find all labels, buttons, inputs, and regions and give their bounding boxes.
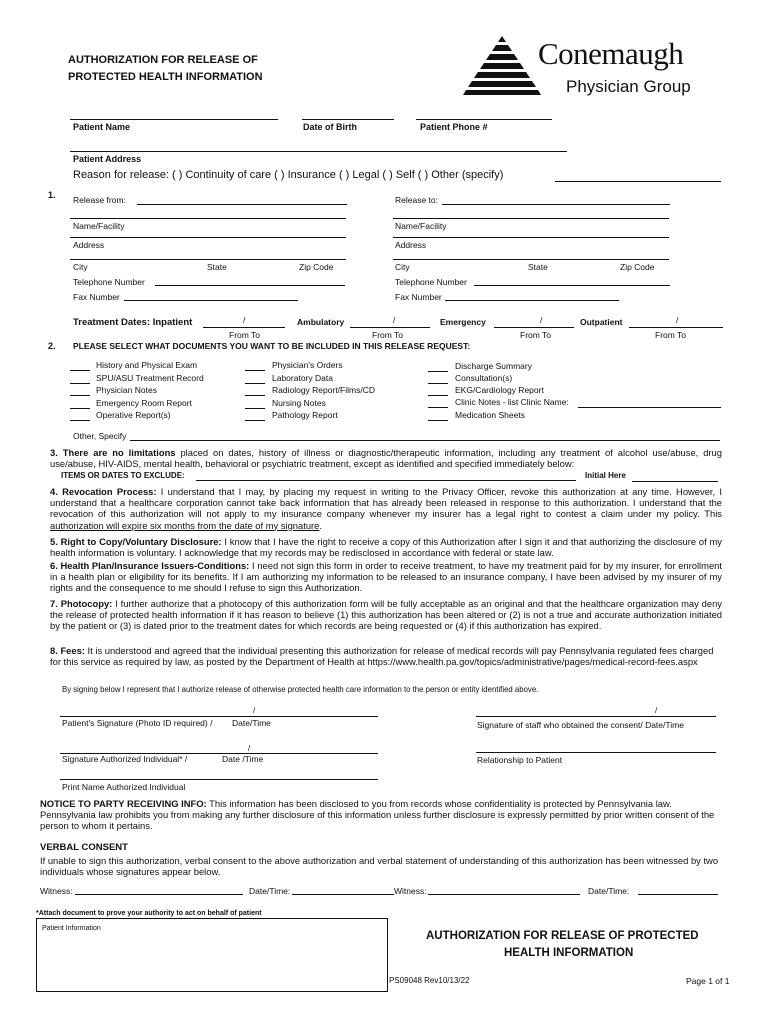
doc-option-radiology: Radiology Report/Films/CD [272, 385, 375, 395]
outpatient-dates-line[interactable] [629, 327, 723, 328]
doc-option-nursing-notes: Nursing Notes [272, 398, 326, 408]
physician-orders-checkbox[interactable] [245, 370, 265, 371]
to-facility-line[interactable] [393, 218, 669, 219]
to-telephone-label: Telephone Number [395, 277, 467, 287]
section-4-paragraph [50, 486, 722, 531]
to-city-line[interactable] [393, 259, 669, 260]
section-5-number: 5. [50, 536, 58, 547]
inpatient-dates-line[interactable] [203, 327, 285, 328]
patient-phone-line[interactable] [416, 119, 552, 120]
medication-sheets-checkbox[interactable] [428, 420, 448, 421]
section-6-bold: Health Plan/Insurance Issuers-Conditions: [60, 560, 250, 571]
to-address-label: Address [395, 240, 427, 250]
clinic-notes-checkbox[interactable] [428, 407, 448, 408]
doc-option-physician-orders: Physician's Orders [272, 360, 343, 370]
doc-option-operative-report: Operative Report(s) [96, 410, 171, 420]
outpatient-label: Outpatient [580, 317, 623, 327]
relationship-line[interactable] [476, 752, 716, 753]
initial-here-label: Initial Here [585, 471, 626, 480]
auth-sig-slash: / [248, 744, 251, 753]
section-6-number: 6. [50, 560, 58, 571]
notice-text: This information has been disclosed to you from records whose confidentiality is protected by Pennsylvania law. Pennsylvania law prohibits you from making any further disclosure of this information unless further disclosure is expressly permitted by prior written consent of the person to whom it pertains. [40, 798, 715, 832]
pyramid-logo-icon [462, 34, 542, 96]
release-from-label: Release from: [73, 195, 126, 205]
patient-sig-slash: / [253, 706, 256, 715]
notice-paragraph [40, 798, 730, 832]
footer-title-line1: AUTHORIZATION FOR RELEASE OF PROTECTED [426, 930, 699, 942]
authorized-date-time-label: Date /Time [222, 754, 264, 764]
to-fax-line[interactable] [445, 300, 619, 301]
patient-address-label: Patient Address [73, 154, 142, 164]
form-title-line2: PROTECTED HEALTH INFORMATION [68, 71, 263, 83]
section-4-end: . [319, 519, 323, 531]
section-8-bold: Fees: [60, 645, 85, 656]
section-7-paragraph [50, 598, 722, 632]
items-to-exclude-label: ITEMS OR DATES TO EXCLUDE: [61, 471, 185, 480]
operative-report-checkbox[interactable] [70, 420, 90, 421]
patient-signature-line[interactable] [60, 716, 378, 717]
section-3-text: placed on dates, history of illness or diagnostic/therapeutic information, including any treatment of alcohol use/abuse, drug use/abuse, HIV-AIDS, mental health, behavioral or psychiatric treatment, except as identified and specified immediately below: [50, 447, 722, 470]
from-fax-label: Fax Number [73, 292, 120, 302]
inpatient-slash: / [243, 315, 246, 325]
authorized-signature-label: Signature Authorized Individual* / [62, 754, 188, 764]
notice-bold: NOTICE TO PARTY RECEIVING INFO: [40, 798, 207, 809]
witness1-date-label: Date/Time: [249, 886, 291, 896]
witness1-line[interactable] [75, 894, 243, 895]
section-8-text: It is understood and agreed that the individual presenting this authorization for release of medical records will pay Pennsylvania regulated fees charged for this service as required by law, as posted by the Department of Health at https://www.health.pa.gov/topics/administrative/pages/medical-record-fees.aspx [50, 645, 714, 668]
doc-option-medication-sheets: Medication Sheets [455, 410, 525, 420]
to-name-facility-label: Name/Facility [395, 221, 447, 231]
section-5-paragraph [50, 536, 722, 558]
form-code: PS09048 Rev10/13/22 [389, 976, 470, 985]
from-telephone-label: Telephone Number [73, 277, 145, 287]
from-zip-label: Zip Code [299, 262, 334, 272]
expiration-clause: authorization will expire six months from the date of my signature [50, 519, 320, 531]
dob-label: Date of Birth [303, 122, 357, 132]
from-fax-line[interactable] [124, 300, 298, 301]
to-fax-label: Fax Number [395, 292, 442, 302]
doc-option-er-report: Emergency Room Report [96, 398, 192, 408]
staff-signature-label: Signature of staff who obtained the consent/ Date/Time [477, 720, 684, 730]
witness2-date-line[interactable] [638, 894, 718, 895]
ambulatory-dates-line[interactable] [350, 327, 430, 328]
patient-signature-label: Patient's Signature (Photo ID required) / [62, 718, 213, 728]
release-to-line[interactable] [442, 204, 670, 205]
section-3-paragraph [50, 447, 722, 469]
section-3-bold: There are no limitations [62, 447, 176, 458]
section-7-text: I further authorize that a photocopy of this authorization form will be fully acceptable as an original and that the healthcare organization may deny the release of protected health information if it has reason to believe (1) this authorization has been altered or (2) is not a true and accurate authorization initiated by the patient or (3) is dated prior to the treatment dates for which records are being requested or (4) if this authorization has expired. [50, 598, 722, 632]
ambulatory-slash: / [393, 315, 396, 325]
nursing-notes-checkbox[interactable] [245, 408, 265, 409]
form-title-line1: AUTHORIZATION FOR RELEASE OF [68, 54, 258, 66]
relationship-label: Relationship to Patient [477, 755, 563, 765]
page-number: Page 1 of 1 [686, 976, 730, 986]
witness2-label: Witness: [394, 886, 427, 896]
section-6-paragraph [50, 560, 722, 594]
emergency-slash: / [540, 315, 543, 325]
from-telephone-line[interactable] [155, 285, 345, 286]
patient-name-line[interactable] [70, 119, 278, 120]
initial-here-line[interactable] [632, 481, 718, 482]
reason-other-line[interactable] [555, 181, 721, 182]
section-8-paragraph [50, 645, 722, 667]
from-address-line[interactable] [70, 237, 346, 238]
ambulatory-from-to: From To [372, 330, 404, 340]
section-7-bold: Photocopy: [60, 598, 113, 609]
conemaugh-logo [462, 34, 724, 98]
section-3-number: 3. [50, 447, 58, 458]
emergency-label: Emergency [440, 317, 486, 327]
items-to-exclude-line[interactable] [196, 480, 576, 481]
reason-for-release: Reason for release: ( ) Continuity of care ( ) Insurance ( ) Legal ( ) Self ( ) Other (specify) [73, 169, 504, 181]
patient-phone-label: Patient Phone # [420, 122, 488, 132]
doc-option-ekg: EKG/Cardiology Report [455, 385, 544, 395]
witness1-date-line[interactable] [292, 894, 394, 895]
ambulatory-label: Ambulatory [297, 317, 345, 327]
release-from-line[interactable] [137, 204, 347, 205]
from-address-label: Address [73, 240, 105, 250]
doc-option-lab-data: Laboratory Data [272, 373, 333, 383]
to-state-label: State [528, 262, 548, 272]
print-name-line[interactable] [60, 779, 378, 780]
section-4-number: 4. [50, 486, 58, 497]
lab-data-checkbox[interactable] [245, 383, 265, 384]
patient-address-line[interactable] [70, 151, 567, 152]
section-2-number: 2. [48, 341, 56, 351]
from-city-line[interactable] [70, 259, 346, 260]
witness2-line[interactable] [428, 894, 580, 895]
footer-title-line2: HEALTH INFORMATION [504, 947, 634, 959]
patient-name-label: Patient Name [73, 122, 131, 132]
to-telephone-line[interactable] [474, 285, 670, 286]
emergency-dates-line[interactable] [494, 327, 574, 328]
patient-information-box[interactable] [36, 918, 388, 992]
doc-option-clinic-notes: Clinic Notes - list Clinic Name: [455, 397, 569, 407]
other-specify-line[interactable] [130, 440, 720, 441]
radiology-checkbox[interactable] [245, 395, 265, 396]
patient-information-label: Patient Information [42, 925, 101, 932]
other-specify-label: Other, Specify [73, 431, 127, 441]
doc-option-spu-asu: SPU/ASU Treatment Record [96, 373, 204, 383]
spu-asu-checkbox[interactable] [70, 383, 90, 384]
section-4-bold: Revocation Process: [62, 486, 157, 497]
to-address-line[interactable] [393, 237, 669, 238]
doc-option-consultations: Consultation(s) [455, 373, 513, 383]
patient-date-time-label: Date/Time [232, 718, 271, 728]
doc-option-history-physical: History and Physical Exam [96, 360, 198, 370]
section-7-number: 7. [50, 598, 58, 609]
history-physical-checkbox[interactable] [70, 370, 90, 371]
from-name-facility-label: Name/Facility [73, 221, 125, 231]
to-city-label: City [395, 262, 410, 272]
section-5-bold: Right to Copy/Voluntary Disclosure: [60, 536, 222, 547]
pathology-checkbox[interactable] [245, 420, 265, 421]
witness1-label: Witness: [40, 886, 73, 896]
section-5-text: I know that I have the right to receive a copy of this Authorization after I sign it and that authorizing the disclosure of my health information is voluntary. I acknowledge that my records may be redisclosed in accordance with federal or state law. [50, 536, 722, 559]
section-8-number: 8. [50, 645, 58, 656]
staff-sig-slash: / [655, 706, 658, 715]
section-6-text: I need not sign this form in order to receive treatment, to have my treatment paid for by my insurer, for enrollment in a health plan or eligibility for its benefits. If I am authorizing my information to be released to an insurance company, I have been advised by my insurer of my rights and the consequence to me should I refuse to sign this Authorization. [50, 560, 722, 594]
witness2-date-label: Date/Time: [588, 886, 630, 896]
doc-option-pathology: Pathology Report [272, 410, 338, 420]
logo-subtitle: Physician Group [566, 77, 691, 96]
outpatient-from-to: From To [655, 330, 687, 340]
signing-statement: By signing below I represent that I authorize release of otherwise protected health care information to the person or entity identified above. [62, 685, 539, 694]
dob-line[interactable] [302, 119, 394, 120]
clinic-name-line[interactable] [578, 407, 721, 408]
section-4-text: I understand that I may, by placing my request in writing to the Privacy Officer, revoke this authorization at any time. However, I understand that a healthcare corporation cannot take back information that has already been released in response to this authorization. I understand that the revocation of this authorization will not apply to my insurance company whenever my insurer has a legal right to contest a claim under my policy. This [50, 486, 722, 520]
verbal-consent-text: If unable to sign this authorization, verbal consent to the above authorization and verbal statement of understanding of this authorization has been witnessed by two individuals whose signatures appear below. [40, 855, 719, 878]
emergency-from-to: From To [520, 330, 552, 340]
from-facility-line[interactable] [70, 218, 346, 219]
from-state-label: State [207, 262, 227, 272]
to-zip-label: Zip Code [620, 262, 655, 272]
release-to-label: Release to: [395, 195, 438, 205]
logo-name: Conemaugh [538, 36, 684, 71]
er-report-checkbox[interactable] [70, 408, 90, 409]
staff-signature-line[interactable] [476, 716, 716, 717]
physician-notes-checkbox[interactable] [70, 395, 90, 396]
treatment-dates-inpatient-label: Treatment Dates: Inpatient [73, 317, 193, 328]
consultations-checkbox[interactable] [428, 383, 448, 384]
inpatient-from-to: From To [229, 330, 261, 340]
discharge-summary-checkbox[interactable] [428, 371, 448, 372]
from-city-label: City [73, 262, 88, 272]
doc-option-physician-notes: Physician Notes [96, 385, 157, 395]
outpatient-slash: / [676, 315, 679, 325]
verbal-consent-heading: VERBAL CONSENT [40, 842, 128, 853]
section-1-number: 1. [48, 190, 56, 200]
section-2-heading: PLEASE SELECT WHAT DOCUMENTS YOU WANT TO BE INCLUDED IN THIS RELEASE REQUEST: [73, 341, 471, 351]
attach-document-note: *Attach document to prove your authority to act on behalf of patient [36, 910, 262, 917]
print-name-label: Print Name Authorized Individual [62, 782, 186, 792]
ekg-checkbox[interactable] [428, 395, 448, 396]
doc-option-discharge-summary: Discharge Summary [455, 361, 532, 371]
